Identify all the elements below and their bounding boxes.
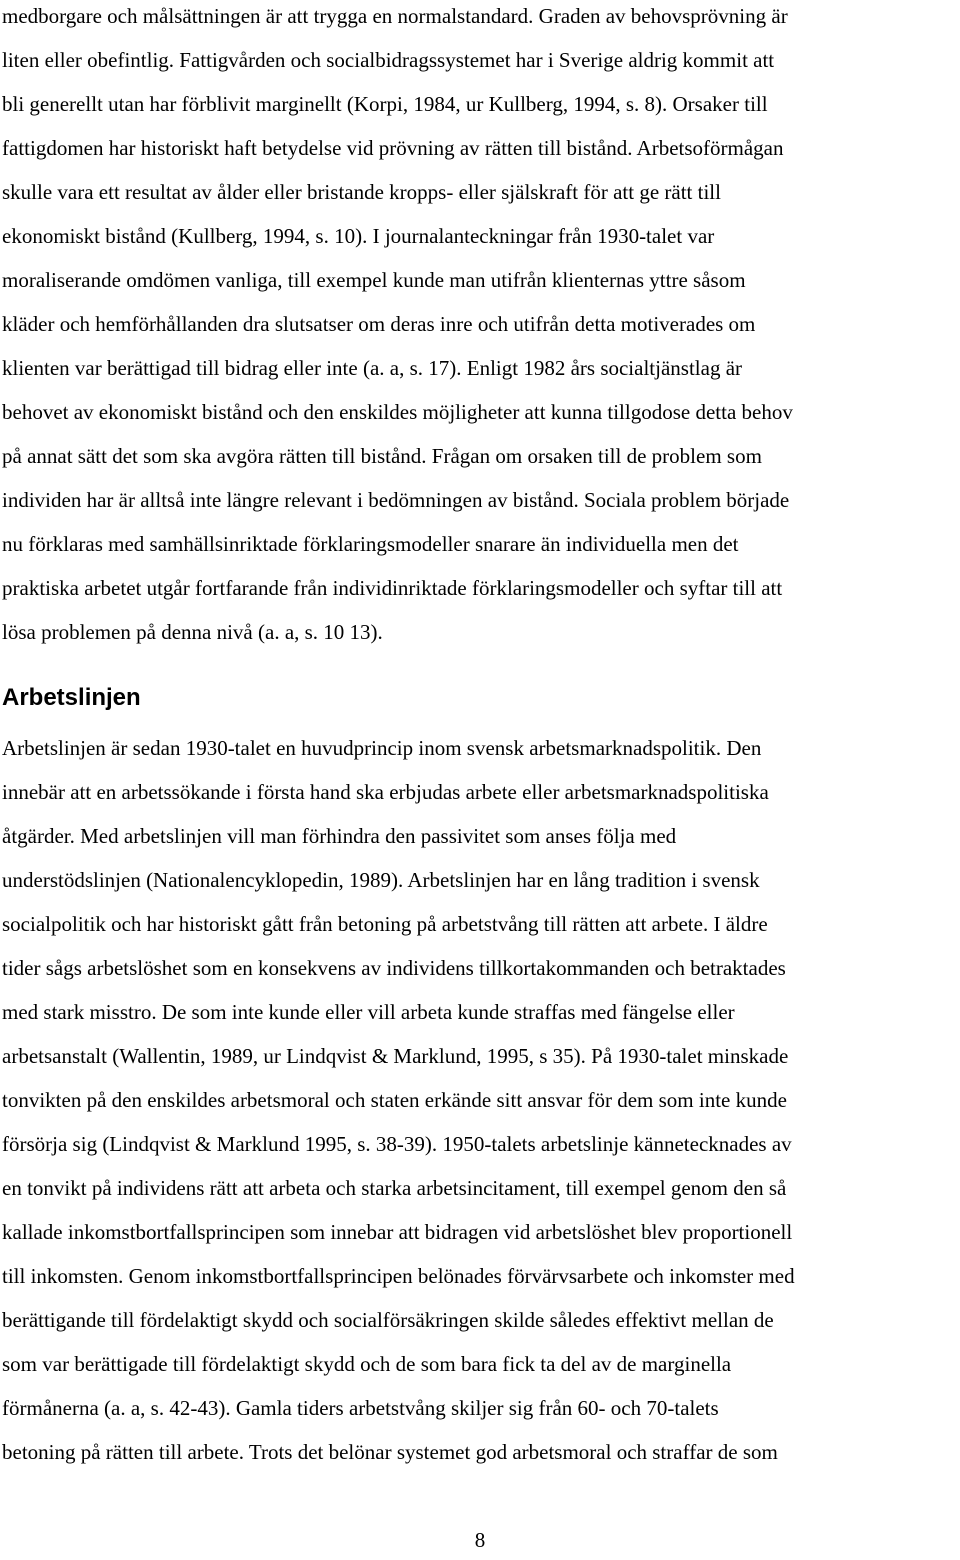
- text-line: klienten var berättigad till bidrag eller inte (a. a, s. 17). Enligt 1982 års socialtjänstlag är: [2, 356, 743, 380]
- text-line: försörja sig (Lindqvist & Marklund 1995, s. 38-39). 1950-talets arbetslinje kännetecknades av: [2, 1132, 792, 1156]
- section-heading: Arbetslinjen: [2, 684, 141, 711]
- body-paragraph-2: [2, 726, 960, 1474]
- text-line: åtgärder. Med arbetslinjen vill man förhindra den passivitet som anses följa med: [2, 824, 677, 848]
- text-line: lösa problemen på denna nivå (a. a, s. 10 13).: [2, 620, 383, 644]
- text-line: till inkomsten. Genom inkomstbortfallsprincipen belönades förvärvsarbete och inkomster med: [2, 1264, 795, 1288]
- text-line: berättigande till fördelaktigt skydd och socialförsäkringen skilde således effektivt mellan de: [2, 1308, 774, 1332]
- text-line: tonvikten på den enskildes arbetsmoral och staten erkände sitt ansvar för dem som inte kunde: [2, 1088, 787, 1112]
- text-line: individen har är alltså inte längre relevant i bedömningen av bistånd. Sociala problem började: [2, 488, 790, 512]
- text-line: tider sågs arbetslöshet som en konsekvens av individens tillkortakommanden och betraktades: [2, 956, 786, 980]
- text-line: bli generellt utan har förblivit marginellt (Korpi, 1984, ur Kullberg, 1994, s. 8). Orsaker till: [2, 92, 768, 116]
- text-line: socialpolitik och har historiskt gått från betoning på arbetstvång till rätten att arbete. I äldre: [2, 912, 768, 936]
- text-line: som var berättigade till fördelaktigt skydd och de som bara fick ta del av de marginella: [2, 1352, 732, 1376]
- page-number: 8: [474, 1528, 486, 1552]
- text-line: förmånerna (a. a, s. 42-43). Gamla tiders arbetstvång skiljer sig från 60- och 70-talets: [2, 1396, 719, 1420]
- text-line: medborgare och målsättningen är att trygga en normalstandard. Graden av behovsprövning är: [2, 4, 788, 28]
- text-line: kläder och hemförhållanden dra slutsatser om deras inre och utifrån detta motiverades om: [2, 312, 756, 336]
- body-paragraph-1: [2, 0, 960, 654]
- text-line: Arbetslinjen är sedan 1930-talet en huvudprincip inom svensk arbetsmarknadspolitik. Den: [2, 736, 762, 760]
- text-line: innebär att en arbetssökande i första hand ska erbjudas arbete eller arbetsmarknadspolitiska: [2, 780, 769, 804]
- text-line: betoning på rätten till arbete. Trots det belönar systemet god arbetsmoral och straffar de som: [2, 1440, 778, 1464]
- text-line: kallade inkomstbortfallsprincipen som innebar att bidragen vid arbetslöshet blev proportionell: [2, 1220, 793, 1244]
- text-line: en tonvikt på individens rätt att arbeta och starka arbetsincitament, till exempel genom den så: [2, 1176, 787, 1200]
- text-line: behovet av ekonomiskt bistånd och den enskildes möjligheter att kunna tillgodose detta behov: [2, 400, 793, 424]
- text-line: på annat sätt det som ska avgöra rätten till bistånd. Frågan om orsaken till de problem som: [2, 444, 762, 468]
- text-line: nu förklaras med samhällsinriktade förklaringsmodeller snarare än individuella men det: [2, 532, 739, 556]
- text-line: liten eller obefintlig. Fattigvården och socialbidragssystemet har i Sverige aldrig kommit att: [2, 48, 775, 72]
- text-line: skulle vara ett resultat av ålder eller bristande kropps- eller själskraft för att ge rätt till: [2, 180, 721, 204]
- text-line: understödslinjen (Nationalencyklopedin, 1989). Arbetslinjen har en lång tradition i svensk: [2, 868, 760, 892]
- text-line: med stark misstro. De som inte kunde eller vill arbeta kunde straffas med fängelse eller: [2, 1000, 735, 1024]
- text-line: arbetsanstalt (Wallentin, 1989, ur Lindqvist & Marklund, 1995, s 35). På 1930-talet minskade: [2, 1044, 789, 1068]
- text-line: moraliserande omdömen vanliga, till exempel kunde man utifrån klienternas yttre såsom: [2, 268, 746, 292]
- text-line: praktiska arbetet utgår fortfarande från individinriktade förklaringsmodeller och syftar till att: [2, 576, 783, 600]
- text-line: fattigdomen har historiskt haft betydelse vid prövning av rätten till bistånd. Arbetsoförmågan: [2, 136, 784, 160]
- text-line: ekonomiskt bistånd (Kullberg, 1994, s. 10). I journalanteckningar från 1930-talet var: [2, 224, 715, 248]
